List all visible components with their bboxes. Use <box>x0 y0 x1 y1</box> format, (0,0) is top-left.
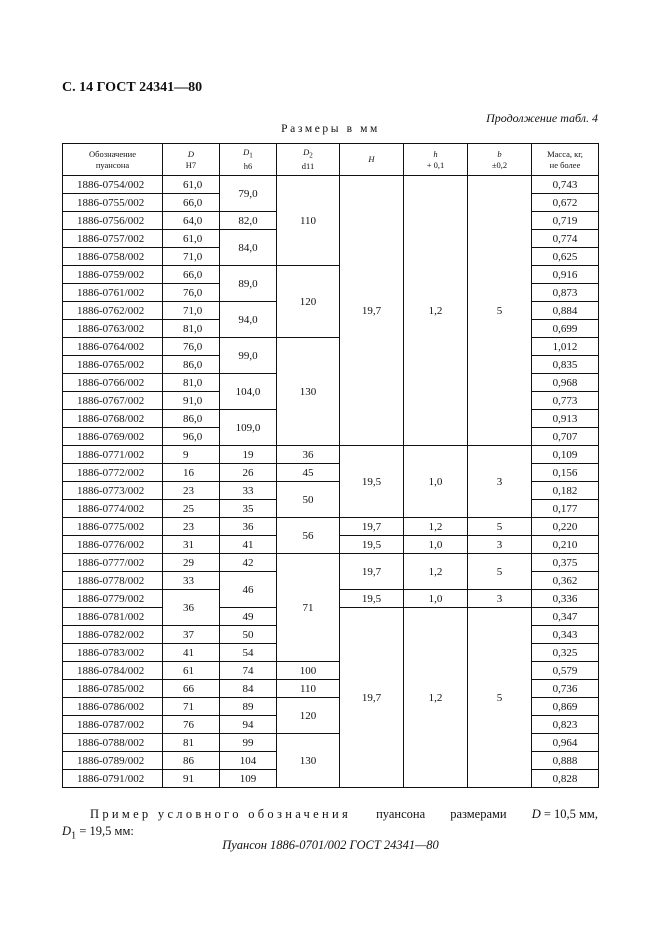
cell-h-small: 1,0 <box>404 536 468 554</box>
cell-d: 61,0 <box>163 230 220 248</box>
cell-d: 25 <box>163 500 220 518</box>
cell-mass: 0,743 <box>532 176 599 194</box>
cell-d1: 46 <box>220 572 277 608</box>
cell-d2: 100 <box>277 662 340 680</box>
cell-mass: 0,823 <box>532 716 599 734</box>
punch-dimensions-table <box>62 143 599 788</box>
cell-h-height: 19,7 <box>340 554 404 590</box>
cell-d: 37 <box>163 626 220 644</box>
cell-d1: 74 <box>220 662 277 680</box>
cell-designation: 1886-0781/002 <box>63 608 163 626</box>
col-header-b: b ±0,2 <box>468 144 532 176</box>
cell-d1: 26 <box>220 464 277 482</box>
table-header-row <box>63 144 599 176</box>
cell-d1: 99 <box>220 734 277 752</box>
cell-d1: 94 <box>220 716 277 734</box>
cell-d1: 84 <box>220 680 277 698</box>
cell-d1: 19 <box>220 446 277 464</box>
table-row <box>63 446 599 464</box>
cell-d: 66 <box>163 680 220 698</box>
col-header-h-height: H <box>340 144 404 176</box>
example-label: Пример условного обозначения <box>90 807 352 821</box>
cell-d1: 42 <box>220 554 277 572</box>
cell-designation: 1886-0764/002 <box>63 338 163 356</box>
cell-d1: 82,0 <box>220 212 277 230</box>
cell-designation: 1886-0768/002 <box>63 410 163 428</box>
cell-mass: 0,343 <box>532 626 599 644</box>
cell-d: 76,0 <box>163 338 220 356</box>
example-text-b: размерами <box>450 807 507 821</box>
cell-b: 5 <box>468 176 532 446</box>
cell-b: 3 <box>468 590 532 608</box>
cell-d1: 94,0 <box>220 302 277 338</box>
cell-designation: 1886-0782/002 <box>63 626 163 644</box>
col-header-d1: $D_1$ h6 <box>220 144 277 176</box>
cell-d2: 130 <box>277 338 340 446</box>
cell-mass: 0,913 <box>532 410 599 428</box>
cell-d1: 36 <box>220 518 277 536</box>
cell-d: 61 <box>163 662 220 680</box>
cell-d1: 104 <box>220 752 277 770</box>
cell-designation: 1886-0759/002 <box>63 266 163 284</box>
cell-h-small: 1,2 <box>404 554 468 590</box>
cell-designation: 1886-0787/002 <box>63 716 163 734</box>
cell-h-height: 19,7 <box>340 176 404 446</box>
cell-h-height: 19,5 <box>340 536 404 554</box>
units-note: Размеры в мм <box>281 123 380 135</box>
cell-mass: 0,156 <box>532 464 599 482</box>
cell-mass: 0,210 <box>532 536 599 554</box>
cell-designation: 1886-0769/002 <box>63 428 163 446</box>
cell-mass: 0,869 <box>532 698 599 716</box>
cell-mass: 0,699 <box>532 320 599 338</box>
cell-d: 36 <box>163 590 220 626</box>
cell-d1: 33 <box>220 482 277 500</box>
cell-d: 86 <box>163 752 220 770</box>
cell-designation: 1886-0772/002 <box>63 464 163 482</box>
cell-mass: 0,719 <box>532 212 599 230</box>
cell-designation: 1886-0762/002 <box>63 302 163 320</box>
cell-d1: 84,0 <box>220 230 277 266</box>
cell-d: 29 <box>163 554 220 572</box>
cell-designation: 1886-0778/002 <box>63 572 163 590</box>
cell-mass: 0,888 <box>532 752 599 770</box>
cell-designation: 1886-0791/002 <box>63 770 163 788</box>
cell-d1: 89 <box>220 698 277 716</box>
cell-d1: 109 <box>220 770 277 788</box>
example-designation: Пуансон 1886-0701/002 ГОСТ 24341—80 <box>222 838 439 852</box>
cell-b: 5 <box>468 554 532 590</box>
cell-h-height: 19,5 <box>340 590 404 608</box>
cell-designation: 1886-0786/002 <box>63 698 163 716</box>
cell-mass: 0,916 <box>532 266 599 284</box>
cell-h-small: 1,0 <box>404 446 468 518</box>
example-text-a: пуансона <box>376 807 426 821</box>
cell-designation: 1886-0767/002 <box>63 392 163 410</box>
cell-b: 3 <box>468 446 532 518</box>
cell-d1: 49 <box>220 608 277 626</box>
cell-d1: 35 <box>220 500 277 518</box>
cell-d2: 50 <box>277 482 340 518</box>
cell-h-small: 1,2 <box>404 518 468 536</box>
col-header-designation: Обозначение пуансона <box>63 144 163 176</box>
cell-designation: 1886-0755/002 <box>63 194 163 212</box>
cell-d: 91 <box>163 770 220 788</box>
cell-mass: 0,828 <box>532 770 599 788</box>
cell-b: 5 <box>468 608 532 788</box>
cell-d: 71 <box>163 698 220 716</box>
cell-designation: 1886-0757/002 <box>63 230 163 248</box>
cell-d2: 110 <box>277 176 340 266</box>
cell-designation: 1886-0771/002 <box>63 446 163 464</box>
cell-mass: 0,625 <box>532 248 599 266</box>
cell-d1: 54 <box>220 644 277 662</box>
cell-d1: 41 <box>220 536 277 554</box>
cell-d: 23 <box>163 482 220 500</box>
cell-d2: 130 <box>277 734 340 788</box>
cell-d1: 99,0 <box>220 338 277 374</box>
cell-d2: 71 <box>277 554 340 662</box>
cell-d: 81,0 <box>163 374 220 392</box>
cell-designation: 1886-0756/002 <box>63 212 163 230</box>
col-header-d: D Н7 <box>163 144 220 176</box>
col-header-d2: $D_2$ d11 <box>277 144 340 176</box>
cell-d1: 109,0 <box>220 410 277 446</box>
cell-designation: 1886-0777/002 <box>63 554 163 572</box>
cell-designation: 1886-0784/002 <box>63 662 163 680</box>
cell-designation: 1886-0776/002 <box>63 536 163 554</box>
cell-h-small: 1,0 <box>404 590 468 608</box>
cell-mass: 0,835 <box>532 356 599 374</box>
cell-d: 81,0 <box>163 320 220 338</box>
cell-designation: 1886-0773/002 <box>63 482 163 500</box>
cell-h-height: 19,5 <box>340 446 404 518</box>
cell-d: 71,0 <box>163 302 220 320</box>
cell-mass: 0,774 <box>532 230 599 248</box>
cell-h-small: 1,2 <box>404 608 468 788</box>
cell-mass: 0,177 <box>532 500 599 518</box>
cell-d2: 120 <box>277 266 340 338</box>
cell-mass: 0,325 <box>532 644 599 662</box>
cell-d: 86,0 <box>163 410 220 428</box>
cell-mass: 0,873 <box>532 284 599 302</box>
cell-mass: 0,672 <box>532 194 599 212</box>
cell-d: 66,0 <box>163 194 220 212</box>
cell-d2: 110 <box>277 680 340 698</box>
cell-d1: 79,0 <box>220 176 277 212</box>
cell-d: 64,0 <box>163 212 220 230</box>
cell-designation: 1886-0779/002 <box>63 590 163 608</box>
cell-mass: 0,347 <box>532 608 599 626</box>
cell-designation: 1886-0761/002 <box>63 284 163 302</box>
cell-d: 23 <box>163 518 220 536</box>
cell-designation: 1886-0775/002 <box>63 518 163 536</box>
example-d-value: D = 10,5 мм, <box>531 807 598 821</box>
cell-mass: 0,336 <box>532 590 599 608</box>
cell-mass: 0,884 <box>532 302 599 320</box>
cell-designation: 1886-0754/002 <box>63 176 163 194</box>
cell-d1: 89,0 <box>220 266 277 302</box>
cell-mass: 0,375 <box>532 554 599 572</box>
cell-d1: 50 <box>220 626 277 644</box>
cell-designation: 1886-0758/002 <box>63 248 163 266</box>
cell-d2: 120 <box>277 698 340 734</box>
cell-designation: 1886-0766/002 <box>63 374 163 392</box>
cell-designation: 1886-0788/002 <box>63 734 163 752</box>
cell-d: 61,0 <box>163 176 220 194</box>
cell-mass: 0,579 <box>532 662 599 680</box>
page-header: С. 14 ГОСТ 24341—80 <box>62 80 203 95</box>
table-row <box>63 518 599 536</box>
col-header-h-small: h + 0,1 <box>404 144 468 176</box>
cell-d: 76,0 <box>163 284 220 302</box>
cell-d2: 56 <box>277 518 340 554</box>
cell-mass: 1,012 <box>532 338 599 356</box>
cell-h-small: 1,2 <box>404 176 468 446</box>
cell-mass: 0,736 <box>532 680 599 698</box>
cell-mass: 0,362 <box>532 572 599 590</box>
cell-d1: 104,0 <box>220 374 277 410</box>
cell-d: 31 <box>163 536 220 554</box>
table-row <box>63 176 599 194</box>
cell-mass: 0,182 <box>532 482 599 500</box>
cell-d: 71,0 <box>163 248 220 266</box>
cell-d: 96,0 <box>163 428 220 446</box>
col-header-mass: Масса, кг, не более <box>532 144 599 176</box>
cell-mass: 0,109 <box>532 446 599 464</box>
cell-d2: 45 <box>277 464 340 482</box>
cell-b: 5 <box>468 518 532 536</box>
cell-d: 76 <box>163 716 220 734</box>
cell-designation: 1886-0785/002 <box>63 680 163 698</box>
cell-designation: 1886-0774/002 <box>63 500 163 518</box>
cell-d: 86,0 <box>163 356 220 374</box>
cell-d: 66,0 <box>163 266 220 284</box>
cell-d: 16 <box>163 464 220 482</box>
cell-h-height: 19,7 <box>340 608 404 788</box>
cell-designation: 1886-0763/002 <box>63 320 163 338</box>
cell-mass: 0,220 <box>532 518 599 536</box>
cell-d2: 36 <box>277 446 340 464</box>
cell-mass: 0,707 <box>532 428 599 446</box>
cell-d: 91,0 <box>163 392 220 410</box>
cell-mass: 0,964 <box>532 734 599 752</box>
cell-b: 3 <box>468 536 532 554</box>
cell-d: 41 <box>163 644 220 662</box>
cell-designation: 1886-0783/002 <box>63 644 163 662</box>
cell-d: 81 <box>163 734 220 752</box>
example-d1-value: $D_1 = 19,5$ мм: <box>62 824 134 842</box>
cell-mass: 0,773 <box>532 392 599 410</box>
table-row <box>63 554 599 572</box>
cell-d: 33 <box>163 572 220 590</box>
cell-designation: 1886-0765/002 <box>63 356 163 374</box>
cell-designation: 1886-0789/002 <box>63 752 163 770</box>
cell-h-height: 19,7 <box>340 518 404 536</box>
table-body <box>63 176 599 788</box>
cell-d: 9 <box>163 446 220 464</box>
table-continuation-note: Продолжение табл. 4 <box>486 111 598 125</box>
cell-mass: 0,968 <box>532 374 599 392</box>
